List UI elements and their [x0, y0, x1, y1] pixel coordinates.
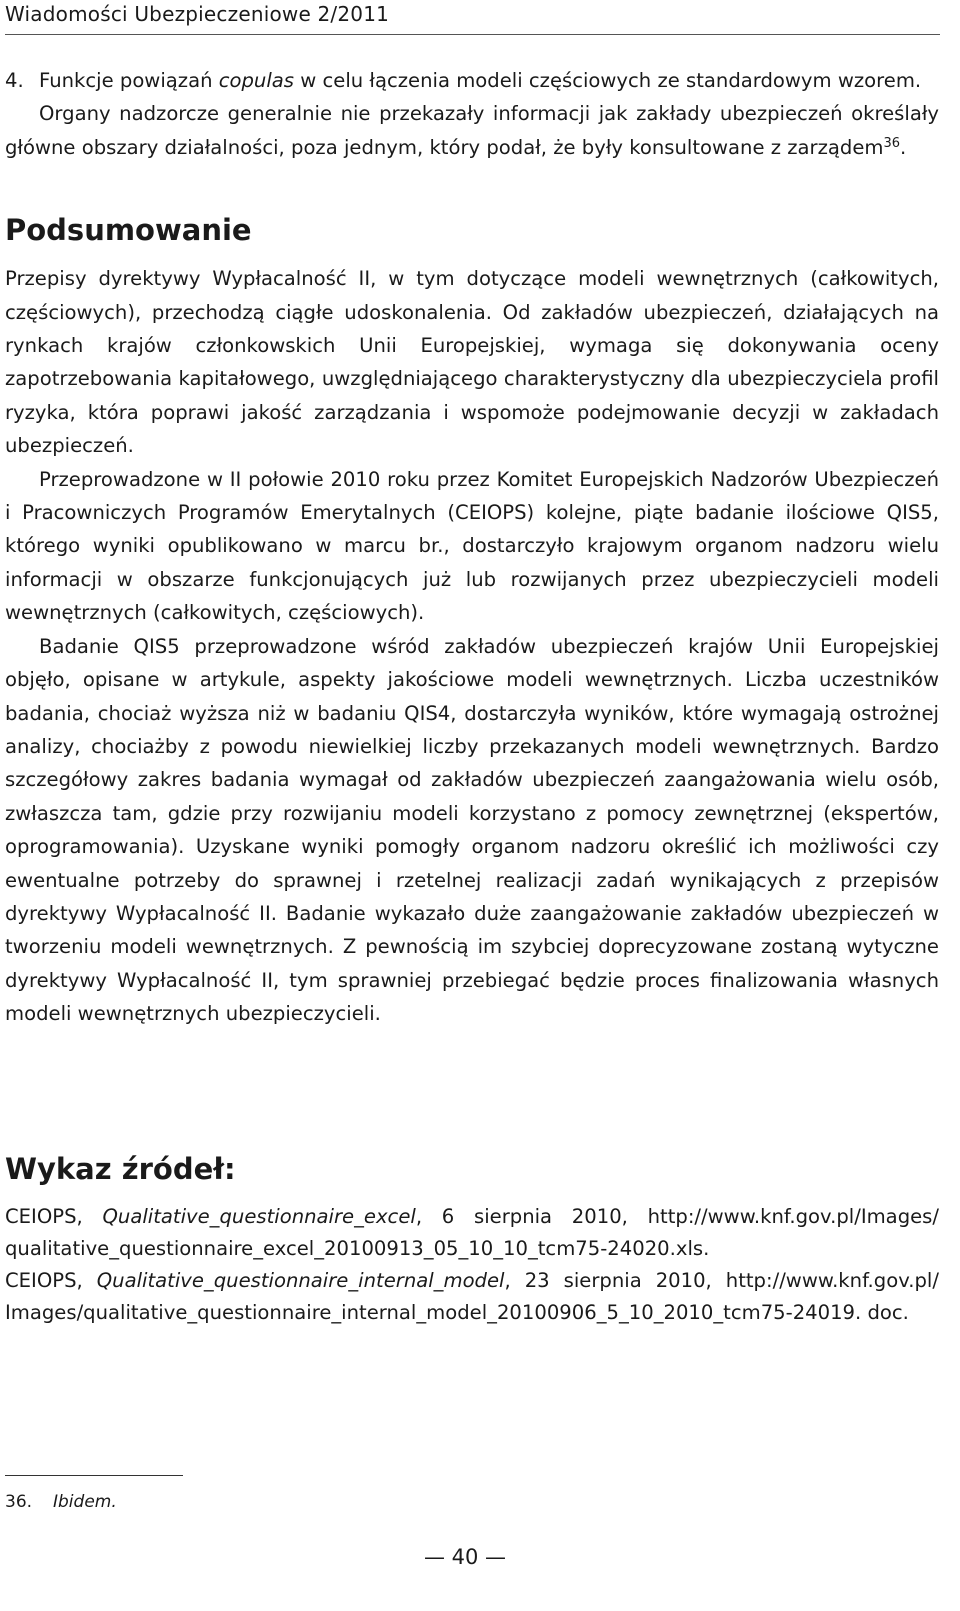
- intro-end: .: [900, 135, 907, 159]
- footnote-ref[interactable]: 36: [883, 135, 901, 151]
- source-title: Qualitative_questionnaire_internal_model: [96, 1268, 505, 1292]
- intro-text: Organy nadzorcze generalnie nie przekazały informacji jak zakłady ubezpieczeń określały główne obszary działalności, poza jednym, który podał, że były konsultowane z zarządem: [5, 102, 939, 159]
- source-details: , 23 sierpnia 2010, http://www.knf.gov.pl/ Images/qualitative_questionnaire_internal_model_20100906_5_10_2010_tcm75-24019. doc.: [5, 1268, 939, 1324]
- source-title: Qualitative_questionnaire_excel: [102, 1204, 416, 1228]
- footnote-text: Ibidem.: [53, 1492, 117, 1512]
- sources-heading: Wykaz źródeł:: [5, 1151, 236, 1186]
- source-item: [5, 1201, 939, 1265]
- list-item-text-before: Funkcje powiązań: [39, 69, 219, 92]
- list-item-4: [5, 64, 939, 97]
- source-item: [5, 1265, 939, 1329]
- source-author: CEIOPS,: [5, 1204, 103, 1228]
- list-item-italic: copulas: [218, 69, 295, 92]
- footnote-divider: [5, 1475, 183, 1476]
- summary-paragraph-2: Przeprowadzone w II połowie 2010 roku przez Komitet Europejskich Nadzorów Ubezpieczeń i Pracowniczych Programów Emerytalnych (CEIOPS) kolejne, piąte badanie ilościowe QIS5, którego wyniki opublikowano w marcu br., dostarczyło krajowym organom nadzoru wielu informacji w obszarze funkcjonujących już lub rozwijanych przez ubezpieczycieli modeli wewnętrznych (całkowitych, częściowych).: [5, 467, 939, 625]
- summary-paragraph-1: Przepisy dyrektywy Wypłacalność II, w tym dotyczące modeli wewnętrznych (całkowitych, częściowych), przechodzą ciągłe udoskonalenia. Od zakładów ubezpieczeń, działających na rynkach krajów członkowskich Unii Europejskiej, wymaga się dokonywania oceny zapotrzebowania kapitałowego, uwzględniającego charakterystyczny dla ubezpieczyciela profil ryzyka, która poprawi jakość zarządzania i wspomoże podejmowanie decyzji w zakładach ubezpieczeń.: [5, 267, 939, 458]
- journal-title: Wiadomości Ubezpieczeniowe 2/2011: [5, 2, 390, 26]
- source-details: , 6 sierpnia 2010, http://www.knf.gov.pl/Images/ qualitative_questionnaire_excel_20100913_05_10_10_tcm75-24020.xls.: [5, 1204, 939, 1260]
- article-body: [5, 64, 939, 1329]
- running-header: [5, 0, 940, 35]
- list-item-text-after: w celu łączenia modeli częściowych ze standardowym wzorem.: [294, 69, 922, 92]
- intro-paragraph: [5, 97, 939, 164]
- summary-heading: Podsumowanie: [5, 213, 252, 248]
- page-number: — 40 —: [423, 1545, 507, 1569]
- list-item-number: 4.: [5, 69, 24, 92]
- source-author: CEIOPS,: [5, 1268, 97, 1292]
- summary-paragraph-3: Badanie QIS5 przeprowadzone wśród zakładów ubezpieczeń krajów Unii Europejskiej objęło, opisane w artykule, aspekty jakościowe modeli wewnętrznych. Liczba uczestników badania, chociaż wyższa niż w badaniu QIS4, dostarczyła wyników, które wymagają ostrożnej analizy, chociażby z powodu niewielkiej liczby przekazanych modeli wewnętrznych. Bardzo szczegółowy zakres badania wymagał od zakładów ubezpieczeń zaangażowania wielu osób, zwłaszcza tam, gdzie przy rozwijaniu modeli korzystano z pomocy zewnętrznej (ekspertów, oprogramowania). Uzyskane wyniki pomogły organom nadzoru określić ich możliwości czy ewentualne potrzeby do sprawnej i rzetelnej realizacji zadań wynikających z przepisów dyrektywy Wypłacalność II. Badanie wykazało duże zaangażowanie zakładów ubezpieczeń w tworzeniu modeli wewnętrznych. Z pewnością im szybciej doprecyzowane zostaną wytyczne dyrektywy Wypłacalność II, tym sprawniej przebiegać będzie proces finalizowania własnych modeli wewnętrznych ubezpieczycieli.: [5, 634, 939, 1026]
- footnote-36: [5, 1491, 117, 1513]
- footnote-number: 36.: [5, 1492, 33, 1512]
